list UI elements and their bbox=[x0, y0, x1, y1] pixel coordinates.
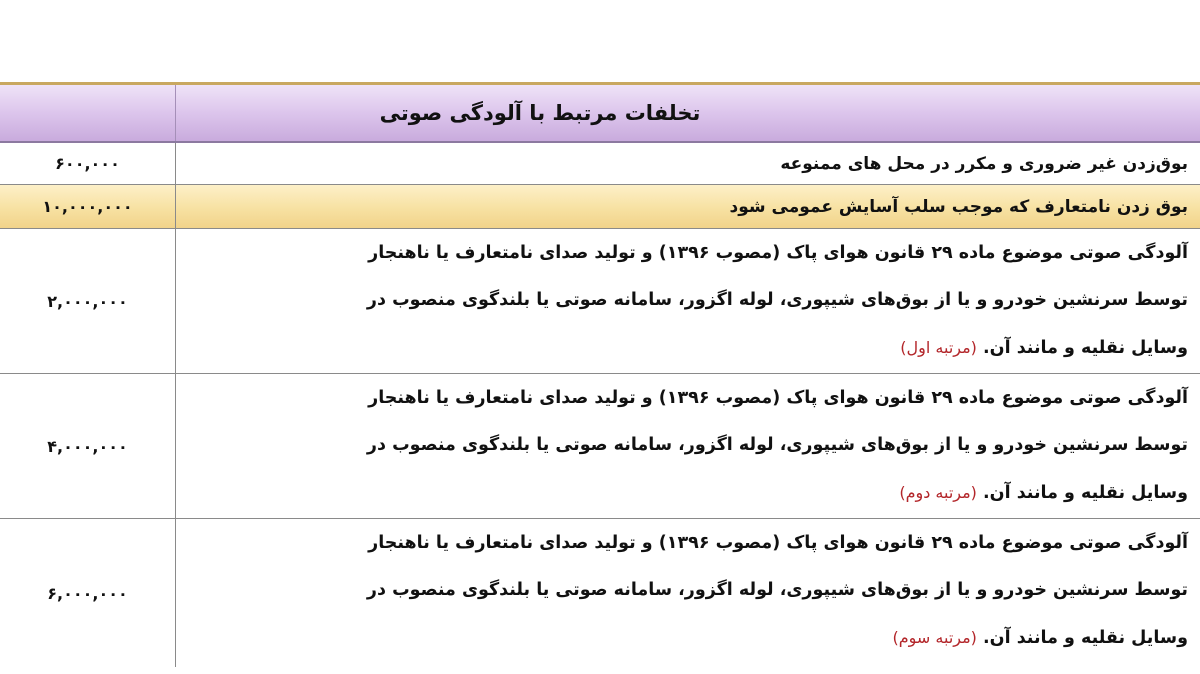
table-row bbox=[0, 143, 1200, 185]
description-line-text: وسایل نقلیه و مانند آن. bbox=[983, 628, 1188, 648]
description-line bbox=[198, 469, 1188, 517]
description-line: توسط سرنشین خودرو و یا از بوق‌های شیپوری، لوله اگزور، سامانه صوتی یا بلندگوی منصوب در bbox=[366, 290, 1188, 310]
description-line: آلودگی صوتی موضوع ماده ۲۹ قانون هوای پاک (مصوب ۱۳۹۶) و تولید صدای نامتعارف یا ناهنجار bbox=[368, 533, 1188, 553]
violation-description: بوق زدن نامتعارف که موجب سلب آسایش عمومی شود bbox=[729, 196, 1188, 217]
description-line-text: وسایل نقلیه و مانند آن. bbox=[983, 338, 1188, 358]
violation-description bbox=[176, 229, 1200, 373]
description-line: آلودگی صوتی موضوع ماده ۲۹ قانون هوای پاک (مصوب ۱۳۹۶) و تولید صدای نامتعارف یا ناهنجار bbox=[368, 243, 1188, 263]
title-amount-cell bbox=[0, 85, 176, 141]
description-line: توسط سرنشین خودرو و یا از بوق‌های شیپوری، لوله اگزور، سامانه صوتی یا بلندگوی منصوب در bbox=[366, 435, 1188, 455]
description-line: آلودگی صوتی موضوع ماده ۲۹ قانون هوای پاک (مصوب ۱۳۹۶) و تولید صدای نامتعارف یا ناهنجار bbox=[368, 388, 1188, 408]
table-row-highlighted bbox=[0, 185, 1200, 229]
violation-description bbox=[176, 519, 1200, 667]
description-line bbox=[198, 614, 1188, 662]
fine-amount: ۶۰۰,۰۰۰ bbox=[0, 143, 176, 184]
description-line-text: وسایل نقلیه و مانند آن. bbox=[983, 483, 1188, 503]
table-row bbox=[0, 519, 1200, 667]
table-title: تخلفات مرتبط با آلودگی صوتی bbox=[379, 101, 701, 125]
description-line bbox=[198, 324, 1188, 372]
fine-amount: ۱۰,۰۰۰,۰۰۰ bbox=[0, 185, 176, 228]
offense-rank: (مرتبه سوم) bbox=[892, 628, 977, 647]
offense-rank: (مرتبه دوم) bbox=[899, 483, 977, 502]
table-title-row bbox=[0, 85, 1200, 143]
fine-amount: ۲,۰۰۰,۰۰۰ bbox=[0, 229, 176, 373]
table-row bbox=[0, 229, 1200, 374]
table-row bbox=[0, 374, 1200, 519]
fines-table bbox=[0, 82, 1200, 674]
fine-amount: ۴,۰۰۰,۰۰۰ bbox=[0, 374, 176, 518]
fine-amount: ۶,۰۰۰,۰۰۰ bbox=[0, 519, 176, 667]
violation-description: بوق‌زدن غیر ضروری و مکرر در محل های ممنوعه bbox=[780, 153, 1188, 174]
offense-rank: (مرتبه اول) bbox=[900, 338, 977, 357]
description-line: توسط سرنشین خودرو و یا از بوق‌های شیپوری، لوله اگزور، سامانه صوتی یا بلندگوی منصوب در bbox=[366, 580, 1188, 600]
violation-description bbox=[176, 374, 1200, 518]
